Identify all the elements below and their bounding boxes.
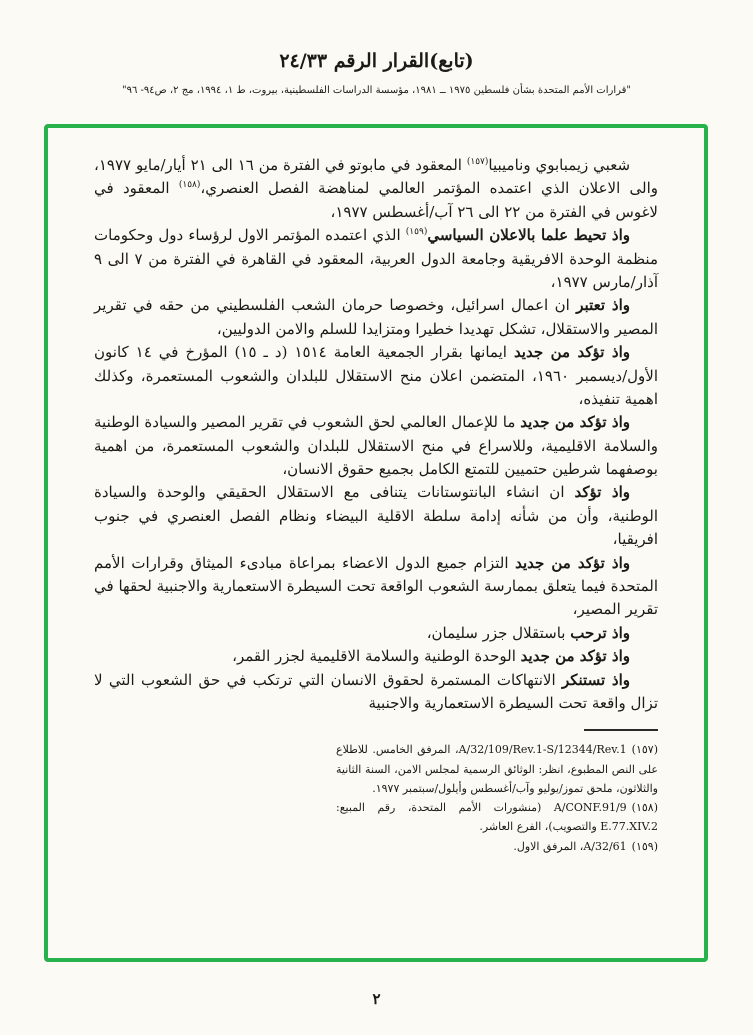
- paragraph-lead: واذ تحيط علما بالاعلان السياسي: [427, 226, 630, 245]
- paragraph-text: ما للإعمال العالمي لحق الشعوب في تقرير المصير والسيادة الوطنية والسلامة الاقليمية، وللاسراع في منح الاستقلال للبلدان والشعوب المستعمرة، من اهمية بوصفهما شرطين حتميين للتمتع الكامل بجميع حقوق الانسان،: [94, 413, 658, 479]
- paragraph: [94, 645, 658, 668]
- paragraph-text: التزام جميع الدول الاعضاء بمراعاة مبادىء الميثاق وقرارات الأمم المتحدة فيما يتعلق بممارسة الشعوب الواقعة تحت السيطرة الاستعمارية والاجنبية لحقها في تقرير المصير،: [94, 553, 658, 619]
- footnote-ref: (١٥٨): [178, 180, 201, 191]
- page-number: ٢: [372, 990, 381, 1008]
- resolution-body: [94, 154, 658, 715]
- footnote-text: A/32/61، المرفق الاول.: [513, 839, 627, 853]
- paragraph-text: ان انشاء البانتوستانات يتنافى مع الاستقلال الحقيقي والوحدة والسيادة الوطنية، وأن من شأنه إدامة سلطة الاقلية البيضاء ونظام الفصل العنصري في جنوب افريقيا،: [94, 483, 658, 549]
- footnote-item: [336, 798, 658, 837]
- paragraph-lead: واذ تؤكد: [574, 483, 630, 502]
- paragraph-text: الوحدة الوطنية والسلامة الاقليمية لجزر القمر،: [232, 647, 521, 666]
- paragraph: [94, 294, 658, 341]
- paragraph: [94, 411, 658, 481]
- paragraph-lead: واذ تؤكد من جديد: [515, 553, 631, 572]
- paragraph-text: الانتهاكات المستمرة لحقوق الانسان التي ترتكب في حق الشعوب التي لا تزال واقعة تحت السيطرة الاستعمارية والاجنبية: [94, 670, 658, 712]
- footnote-marker: (١٥٧): [631, 743, 658, 757]
- paragraph-text: الذي اعتمده المؤتمر الاول لرؤساء دول وحكومات منظمة الوحدة الافريقية وجامعة الدول العربية، المعقود في القاهرة في الفترة من ٧ الى ٩ آذار/مارس ١٩٧٧،: [94, 226, 658, 291]
- footnote-text: A/CONF.91/9 (منشورات الأمم المتحدة، رقم المبيع: E.77.XIV.2 والتصويب)، الفرع العاشر.: [336, 801, 658, 834]
- paragraph-lead: واذ تؤكد من جديد: [513, 343, 630, 362]
- footnote-item: [336, 837, 658, 856]
- page-header: [0, 50, 753, 96]
- paragraph-text: شعبي زيمبابوي وناميبيا: [488, 156, 631, 174]
- footnote-marker: (١٥٩): [631, 839, 658, 853]
- paragraph-text: المعقود في لاغوس في الفترة من ٢٢ الى ٢٦ آب/أغسطس ١٩٧٧،: [94, 179, 658, 221]
- paragraph-lead: واذ تعتبر: [576, 296, 630, 315]
- footnotes-section: [336, 729, 658, 856]
- paragraph-text: ان اعمال اسرائيل، وخصوصا حرمان الشعب الفلسطيني من حقه في تقرير المصير والاستقلال، تشكل تهديدا خطيرا ومتزايدا للسلم والامن الدوليين،: [94, 296, 658, 338]
- paragraph-text: ايمانها بقرار الجمعية العامة ١٥١٤ (د ـ ١٥) المؤرخ في ١٤ كانون الأول/ديسمبر ١٩٦٠، المتضمن اعلان منح الاستقلال للبلدان والشعوب المستعمرة، وكذلك اهمية تنفيذه،: [94, 343, 658, 408]
- paragraph-lead: واذ تستنكر: [561, 670, 630, 689]
- footnote-list: [336, 740, 658, 856]
- footnote-ref: (١٥٧): [466, 157, 489, 167]
- footnote-marker: (١٥٨): [631, 801, 658, 815]
- footnote-item: [336, 740, 658, 798]
- paragraph: [94, 669, 658, 716]
- paragraph-lead: واذ ترحب: [570, 623, 630, 642]
- paragraph: [94, 481, 658, 551]
- footnote-ref: (١٥٩): [405, 227, 428, 238]
- paragraph-lead: واذ تؤكد من جديد: [520, 413, 631, 432]
- green-frame: [44, 124, 708, 962]
- footnote-text: A/32/109/Rev.1-S/12344/Rev.1، المرفق الخامس. للاطلاع على النص المطبوع، انظر: الوثائق الرسمية لمجلس الامن، السنة الثانية والثلاثون، ملحق تموز/يوليو وآب/أغسطس وأيلول/سبتمبر ١٩٧٧.: [336, 743, 658, 795]
- paragraph: [94, 154, 658, 224]
- paragraph-text: المعقود في مابوتو في الفترة من ١٦ الى ٢١ أيار/مايو ١٩٧٧، والى الاعلان الذي اعتمده المؤتمر العالمي لمناهضة الفصل العنصري،: [94, 156, 658, 198]
- resolution-title: (تابع)القرار الرقم ٢٤/٣٣: [279, 50, 474, 72]
- paragraph: [94, 552, 658, 622]
- paragraph: [94, 341, 658, 411]
- paragraph-lead: واذ تؤكد من جديد: [520, 647, 630, 666]
- source-citation: "قرارات الأمم المتحدة بشأن فلسطين ١٩٧٥ ــ ١٩٨١، مؤسسة الدراسات الفلسطينية، بيروت، ط ١، ١٩٩٤، مج ٢، ص٩٤- ٩٦": [121, 85, 631, 96]
- paragraph: [94, 622, 658, 645]
- paragraph-text: باستقلال جزر سليمان،: [426, 623, 571, 642]
- footnote-separator: [584, 729, 658, 731]
- paragraph: [94, 224, 658, 294]
